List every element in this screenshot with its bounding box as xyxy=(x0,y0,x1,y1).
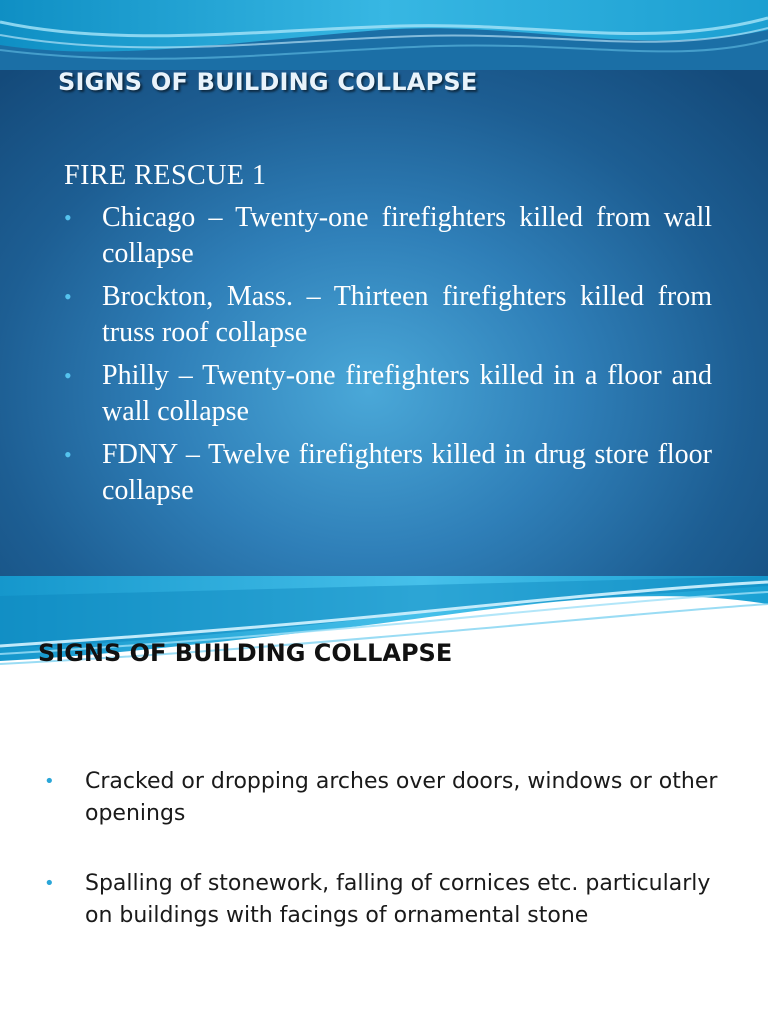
list-item xyxy=(64,200,712,272)
list-item-text: Cracked or dropping arches over doors, windows or other openings xyxy=(85,769,718,826)
list-item-text: Spalling of stonework, falling of cornices etc. particularly on buildings with facings of ornamental stone xyxy=(85,871,711,928)
list-item-text: FDNY – Twelve firefighters killed in drug store floor collapse xyxy=(102,439,712,506)
list-item xyxy=(64,279,712,351)
wave-decoration-top xyxy=(0,0,768,70)
list-item xyxy=(44,868,724,932)
slide-title: SIGNS OF BUILDING COLLAPSE xyxy=(58,68,478,96)
list-item xyxy=(44,766,724,830)
list-item xyxy=(64,437,712,509)
bullet-list xyxy=(64,200,712,516)
bullet-icon: • xyxy=(44,873,55,894)
list-item-text: Brockton, Mass. – Thirteen firefighters killed from truss roof collapse xyxy=(102,281,712,348)
bullet-icon: • xyxy=(64,442,72,467)
bullet-icon: • xyxy=(64,205,72,230)
bullet-icon: • xyxy=(44,771,55,792)
slide-title: SIGNS OF BUILDING COLLAPSE xyxy=(38,639,453,667)
bullet-icon: • xyxy=(64,284,72,309)
bullet-icon: • xyxy=(64,363,72,388)
slide-subheading: FIRE RESCUE 1 xyxy=(64,160,267,191)
list-item-text: Chicago – Twenty-one firefighters killed from wall collapse xyxy=(102,202,712,269)
slide-2 xyxy=(0,576,768,1024)
list-item-text: Philly – Twenty-one firefighters killed in a floor and wall collapse xyxy=(102,360,712,427)
bullet-list xyxy=(44,766,724,970)
list-item xyxy=(64,358,712,430)
